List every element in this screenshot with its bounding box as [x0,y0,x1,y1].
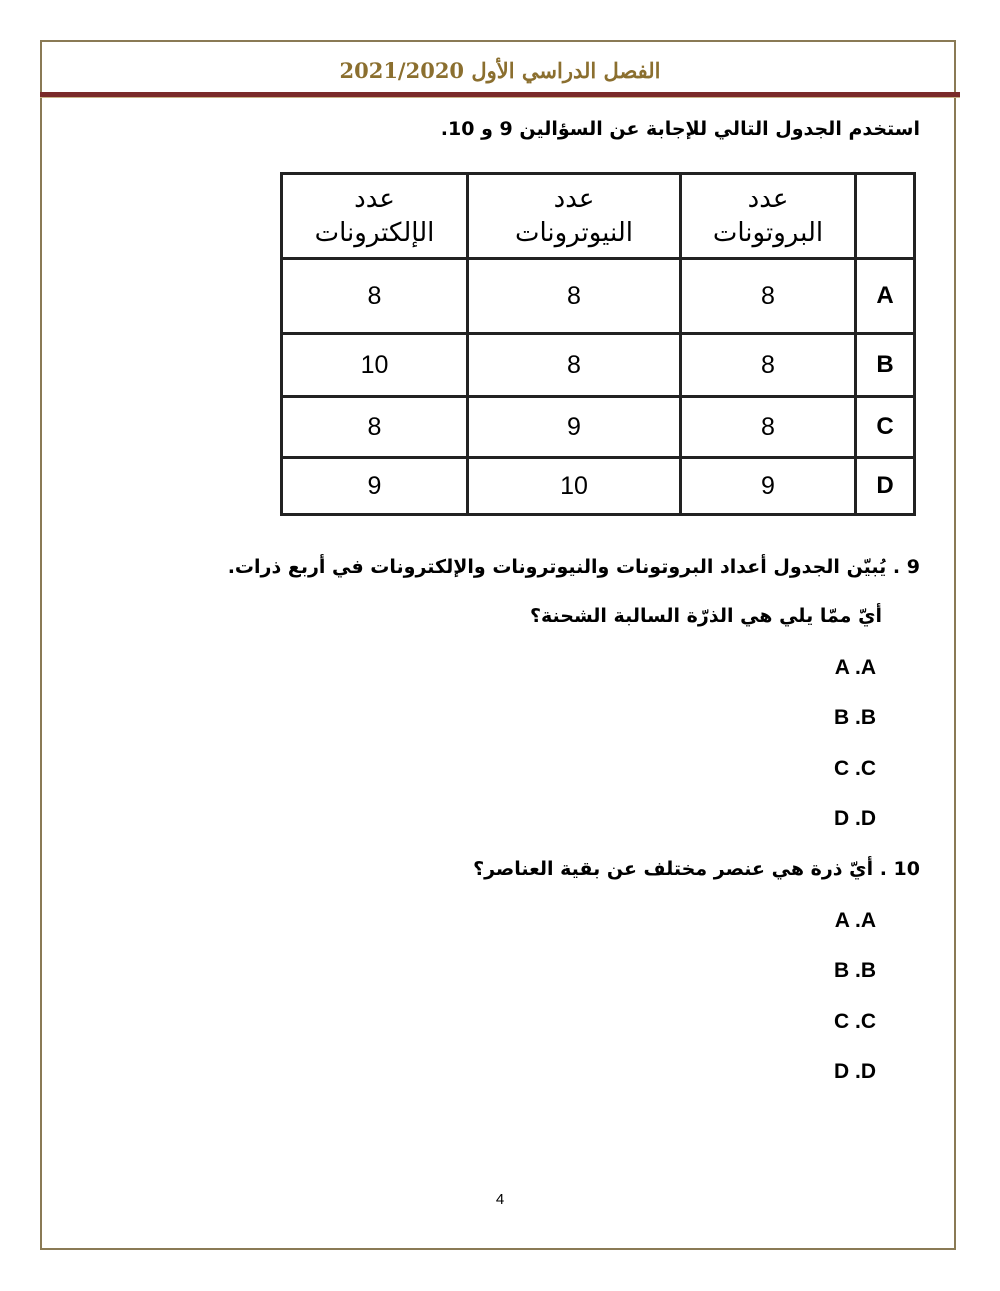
neutrons-cell: 8 [468,334,681,397]
row-label: A [856,259,915,334]
electrons-cell: 9 [282,458,468,515]
table-instructions: استخدم الجدول التالي للإجابة عن السؤالين 9 و 10. [440,118,920,140]
neutrons-cell: 8 [468,259,681,334]
header-electrons-line1: عدد [354,184,395,214]
electrons-cell: 8 [282,397,468,458]
q9-option-d[interactable]: D .D [834,807,876,830]
header-neutrons-line2: النيوترونات [514,218,634,248]
header-protons [681,174,856,259]
header-electrons [282,174,468,259]
q9-option-c[interactable]: C .C [834,757,876,780]
table-row [282,397,915,458]
electrons-cell: 8 [282,259,468,334]
q10-option-a[interactable]: A .A [834,909,876,932]
q9-option-a[interactable]: A .A [834,656,876,679]
electrons-cell: 10 [282,334,468,397]
question-10-stem: 10 . أيّ ذرة هي عنصر مختلف عن بقية العناصر؟ [473,858,920,880]
table-row [282,259,915,334]
q10-option-d[interactable]: D .D [834,1060,876,1083]
table-header-row [282,174,915,259]
q10-option-c[interactable]: C .C [834,1010,876,1033]
q9-option-b[interactable]: B .B [834,706,876,729]
row-label: C [856,397,915,458]
table-row [282,334,915,397]
neutrons-cell: 9 [468,397,681,458]
table-row [282,458,915,515]
header-protons-line2: البروتونات [712,218,824,248]
atoms-table [280,172,916,516]
page-title: الفصل الدراسي الأول 2021/2020 [339,58,661,83]
protons-cell: 8 [681,397,856,458]
question-9-prompt: أيّ ممّا يلي هي الذرّة السالبة الشحنة؟ [529,605,882,627]
protons-cell: 9 [681,458,856,515]
header-label-cell [856,174,915,259]
protons-cell: 8 [681,259,856,334]
page-number: 4 [495,1191,505,1208]
header-divider [40,92,960,98]
header-electrons-line2: الإلكترونات [314,218,435,248]
row-label: B [856,334,915,397]
header-neutrons [468,174,681,259]
header-neutrons-line1: عدد [553,184,595,214]
neutrons-cell: 10 [468,458,681,515]
question-9-stem: 9 . يُبيّن الجدول أعداد البروتونات والنيوترونات والإلكترونات في أربع ذرات. [227,556,920,578]
q10-option-b[interactable]: B .B [834,959,876,982]
header-protons-line1: عدد [747,184,789,214]
row-label: D [856,458,915,515]
protons-cell: 8 [681,334,856,397]
